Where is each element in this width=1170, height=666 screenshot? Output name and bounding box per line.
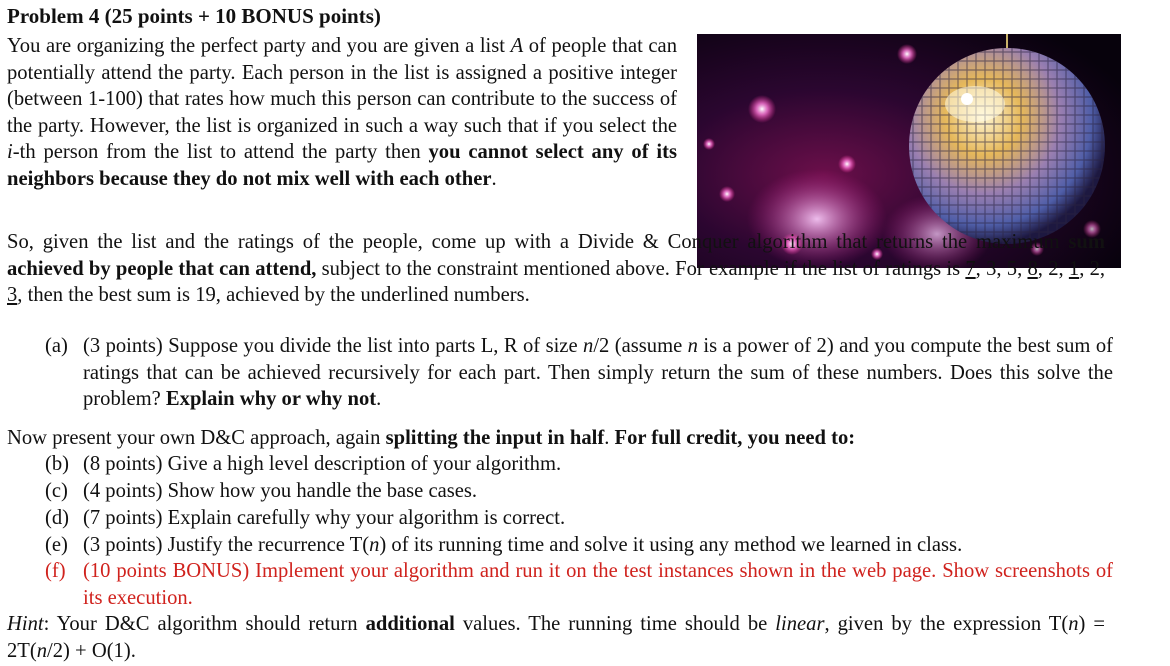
part-a-label: (a): [45, 335, 68, 357]
task-text-2: subject to the constraint mentioned above. For example if the list of ratings is: [316, 257, 966, 280]
part-a-text-3: is a power of 2) and you compute the best sum of ratings that can be achieved recursively for each part. Then simply return the sum of these numbers. Does this solve the problem?: [83, 335, 1113, 411]
part-f-label: (f): [45, 560, 66, 582]
rating-7: 3: [7, 284, 18, 307]
hint-n-2: n: [36, 639, 48, 662]
part-e-label: (e): [45, 534, 68, 556]
task-text-3: then the best sum is 19, achieved by the underlined numbers.: [22, 284, 530, 307]
part-e-text-1: (3 points) Justify the recurrence T(: [83, 534, 370, 556]
hint-text-5: /2) + O(1).: [47, 639, 136, 662]
task-paragraph: So, given the list and the ratings of the people, come up with a Divide & Conquer algorithm that returns the maximum sum achieved by people that can attend, subject to the constraint mentioned above. For example if the list of ratings is 7, 3, 5, 8, 2, 1, 2, 3, then the best sum is 19, achieved by the underlined numbers.: [7, 231, 1106, 307]
intro-text-1: You are organizing the perfect party and you are given a list: [7, 35, 511, 57]
constraint-bold: you cannot select any of its neighbors because they do not mix well with each other: [7, 141, 677, 190]
approach-bold-2: For full credit, you need to:: [614, 427, 856, 449]
approach-paragraph: [7, 425, 1107, 452]
part-a-bold: Explain why or why not: [165, 388, 377, 411]
hint-paragraph: [7, 611, 1105, 664]
part-a-text-4: .: [376, 388, 382, 411]
intro-text-2: of people that can potentially attend the party. Each person in the list is assigned a positive integer (between 1-100) that rates how much this person can contribute to the success of the party. However, the list is organized in such a way such that if you select the: [7, 35, 677, 137]
part-d-label: (d): [45, 507, 70, 529]
intro-text-3: -th person from the list to attend the party then: [12, 141, 429, 164]
part-a-text: [83, 333, 1113, 413]
part-a-text-1: (3 points) Suppose you divide the list into parts L, R of size: [83, 335, 584, 357]
part-f-text: (10 points BONUS) Implement your algorithm and run it on the test instances shown in the web page. Show screenshots of its execution.: [83, 560, 1113, 609]
intro-paragraph: [7, 33, 677, 193]
rating-3: 8: [1027, 257, 1038, 280]
list-variable: A: [510, 35, 524, 57]
problem-title: Problem 4 (25 points + 10 BONUS points): [7, 4, 381, 28]
part-b-label: (b): [45, 453, 70, 475]
hint-label: Hint: [7, 613, 44, 635]
hint-text-2: values. The running time should be: [454, 613, 776, 635]
hint-text-3: , given by the expression T(: [824, 613, 1069, 635]
part-a-text-2: /2 (assume: [593, 335, 688, 357]
rating-6: 2: [1089, 257, 1100, 280]
part-e-n: n: [369, 534, 380, 556]
rating-0: 7: [965, 257, 976, 280]
index-variable: i: [7, 141, 13, 164]
rating-4: 2: [1048, 257, 1059, 280]
task-bold: sum achieved by people that can attend,: [7, 231, 1105, 280]
problem-page: [7, 0, 1157, 666]
rating-2: 5: [1006, 257, 1018, 280]
part-d-text: (7 points) Explain carefully why your algorithm is correct.: [83, 507, 566, 529]
hint-text-4: ) = 2T(: [7, 613, 1105, 662]
hint-n-1: n: [1068, 613, 1079, 635]
hint-linear: linear: [775, 613, 825, 635]
hint-bold: additional: [365, 613, 455, 635]
part-a-n-1: n: [583, 335, 594, 357]
hint-text-1: : Your D&C algorithm should return: [43, 613, 366, 635]
approach-bold-1: splitting the input in half: [385, 427, 605, 449]
approach-text-1: Now present your own D&C approach, again: [7, 427, 386, 449]
approach-text-2: .: [604, 427, 615, 449]
part-b-text: (8 points) Give a high level description of your algorithm.: [83, 453, 562, 475]
part-e-text-2: ) of its running time and solve it using any method we learned in class.: [379, 534, 963, 556]
part-a-n-2: n: [687, 335, 698, 357]
part-e-text: [83, 532, 1113, 559]
part-c-label: (c): [45, 480, 68, 502]
part-c-text: (4 points) Show how you handle the base cases.: [83, 480, 478, 502]
intro-text-4: .: [491, 167, 497, 190]
rating-1: 3: [986, 257, 997, 280]
task-text-1: So, given the list and the ratings of the people, come up with a Divide & Conquer algorithm that returns the maximum: [7, 231, 1069, 253]
rating-5: 1: [1068, 257, 1080, 280]
